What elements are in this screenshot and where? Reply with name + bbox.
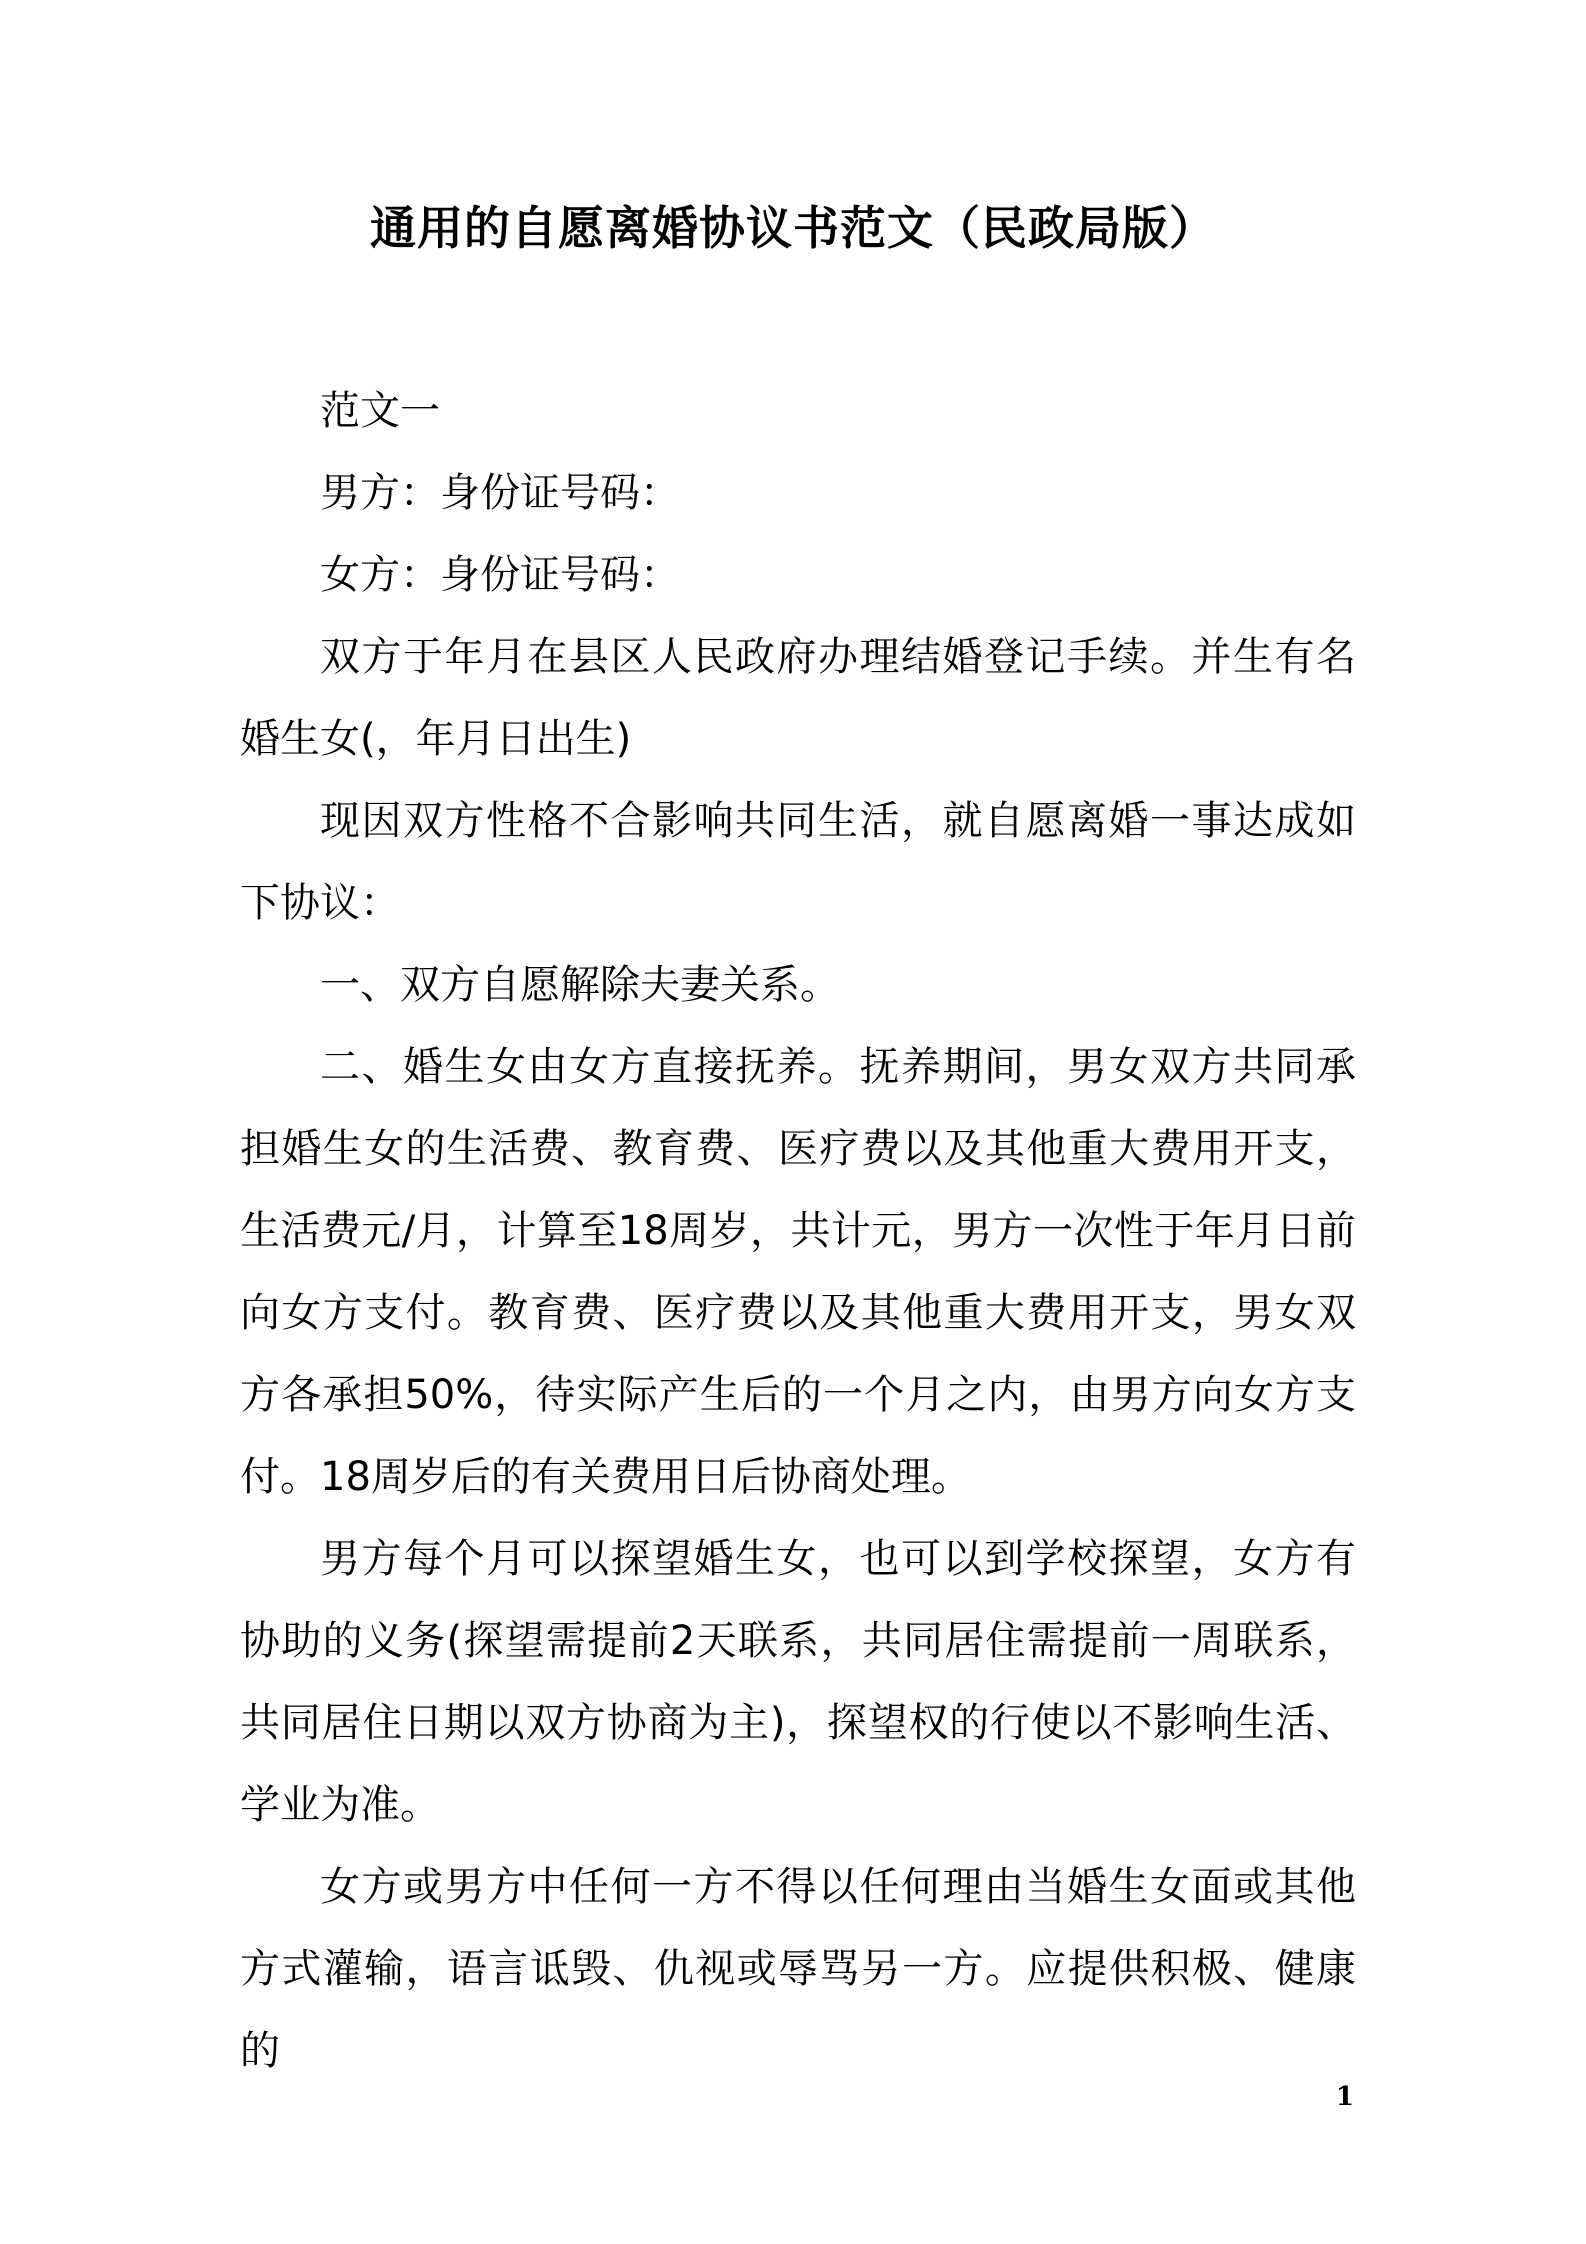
- paragraph-clause-1: 一、双方自愿解除夫妻关系。: [320, 962, 840, 1008]
- paragraph-female-party: 女方：身份证号码：: [320, 552, 680, 598]
- document-body: [240, 370, 1356, 2092]
- paragraph-clause-2: 二、婚生女由女方直接抚养。抚养期间，男女双方共同承担婚生女的生活费、教育费、医疗费以及其他重大费用开支，生活费元/月，计算至18周岁，共计元，男方一次性于年月日前向女方支付。教育费、医疗费以及其他重大费用开支，男女双方各承担50%，待实际产生后的一个月之内，由男方向女方支付。18周岁后的有关费用日后协商处理。: [240, 1044, 1356, 1500]
- paragraph-agreement-intro: 现因双方性格不合影响共同生活，就自愿离婚一事达成如下协议：: [240, 798, 1356, 926]
- document-title: 通用的自愿离婚协议书范文（民政局版）: [370, 201, 1216, 255]
- paragraph-sample-label: 范文一: [320, 388, 440, 434]
- page-number: 1: [1335, 2082, 1354, 2112]
- paragraph-male-party: 男方：身份证号码：: [320, 470, 680, 516]
- paragraph-conduct: 女方或男方中任何一方不得以任何理由当婚生女面或其他方式灌输，语言诋毁、仇视或辱骂另一方。应提供积极、健康的: [240, 1864, 1356, 2074]
- paragraph-marriage-registration: 双方于年月在县区人民政府办理结婚登记手续。并生有名婚生女(，年月日出生): [240, 634, 1356, 762]
- paragraph-visitation: 男方每个月可以探望婚生女，也可以到学校探望，女方有协助的义务(探望需提前2天联系，共同居住需提前一周联系，共同居住日期以双方协商为主)，探望权的行使以不影响生活、学业为准。: [240, 1536, 1356, 1828]
